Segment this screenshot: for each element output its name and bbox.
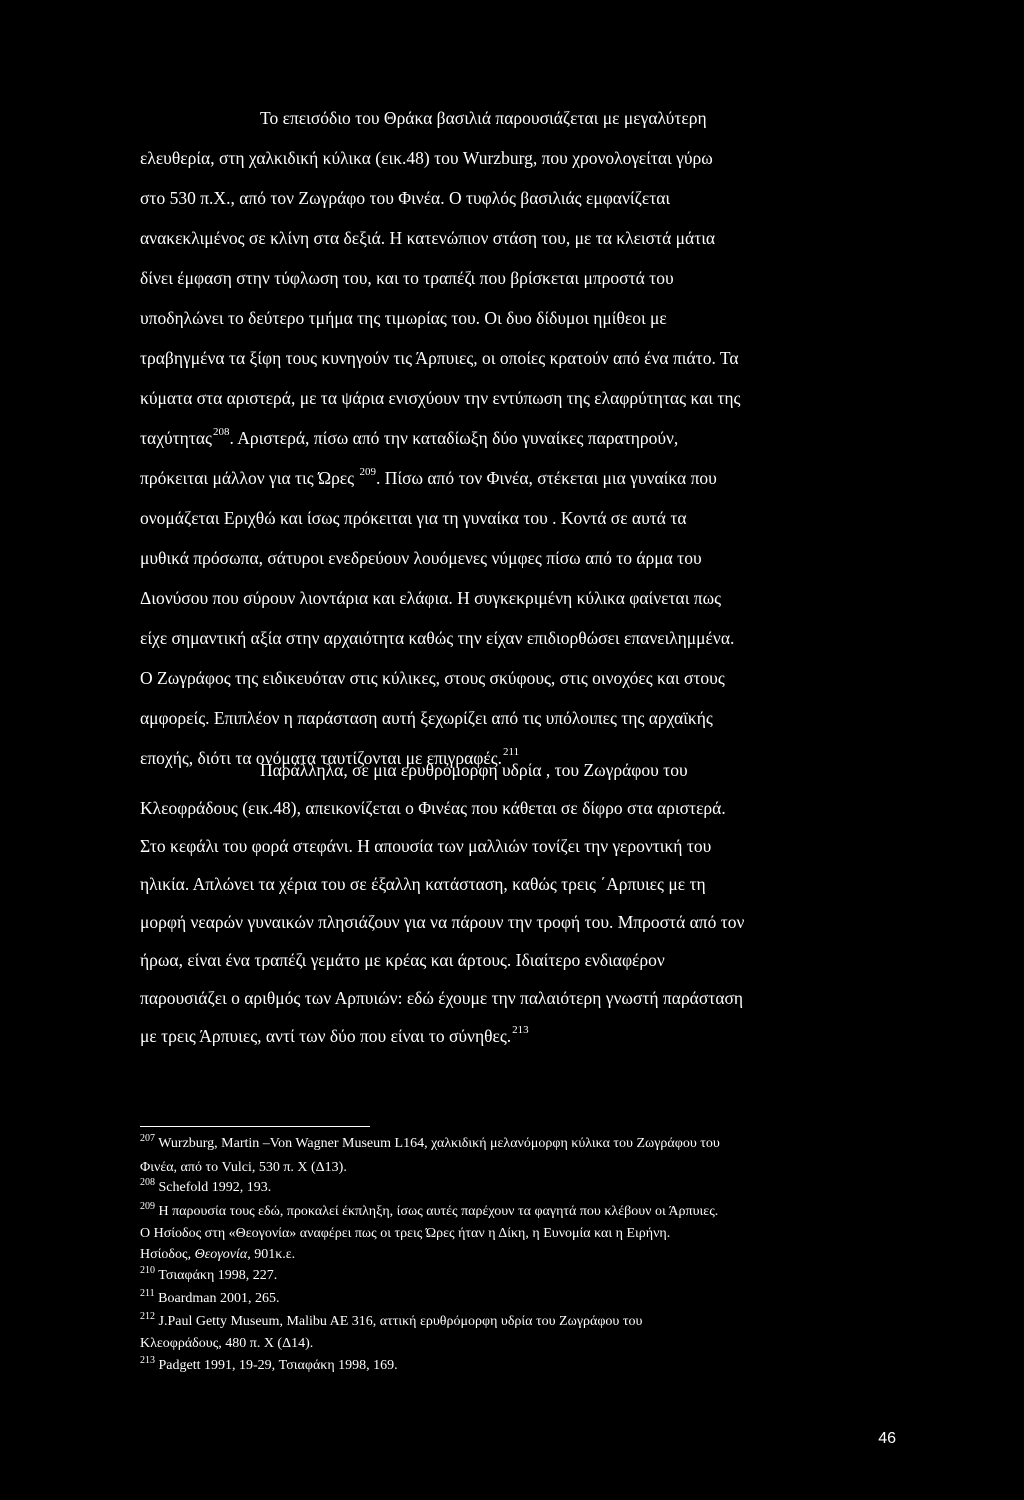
- footnote-text: J.Paul Getty Museum, Malibu AE 316, αττική ερυθρόμορφη υδρία του Ζωγράφου του: [155, 1314, 643, 1329]
- text-span: πρόκειται μάλλον για τις Ώρες: [140, 468, 359, 488]
- footnote-number: 212: [140, 1311, 155, 1322]
- text-line: [140, 428, 678, 449]
- text-line: [140, 468, 717, 489]
- text-line: υποδηλώνει το δεύτερο τμήμα της τιμωρίας του. Οι δυο δίδυμοι ημίθεοι με: [140, 308, 667, 328]
- text-line: αμφορείς. Επιπλέον η παράσταση αυτή ξεχωρίζει από τις υπόλοιπες της αρχαϊκής: [140, 708, 713, 728]
- footnote-text: Η παρουσία τους εδώ, προκαλεί έκπληξη, ίσως αυτές παρέχουν τα φαγητά που κλέβουν οι Άρπυιες.: [155, 1204, 719, 1219]
- footnote-number: 209: [140, 1201, 155, 1212]
- text-span: εποχής, διότι τα ονόματα ταυτίζονται με επιγραφές.: [140, 748, 503, 768]
- footnote-212-cont: Κλεοφράδους, 480 π. Χ (Δ14).: [140, 1336, 314, 1351]
- text-line: μυθικά πρόσωπα, σάτυροι ενεδρεύουν λουόμενες νύμφες πίσω από το άρμα του: [140, 548, 702, 568]
- footnote-211: [140, 1288, 280, 1307]
- footnote-number: 211: [140, 1288, 155, 1299]
- text-line: ηλικία. Απλώνει τα χέρια του σε έξαλλη κατάσταση, καθώς τρεις ΄Αρπυιες με τη: [140, 874, 706, 894]
- footnote-209-cont: [140, 1247, 295, 1263]
- text-line: [140, 1026, 529, 1047]
- footnote-number: 210: [140, 1265, 155, 1276]
- footnote-text: Boardman 2001, 265.: [154, 1291, 280, 1306]
- text-line: Στο κεφάλι του φορά στεφάνι. Η απουσία των μαλλιών τονίζει την γεροντική του: [140, 836, 712, 856]
- text-span: . Αριστερά, πίσω από την καταδίωξη δύο γυναίκες παρατηρούν,: [229, 428, 679, 448]
- footnote-ref: 209: [359, 466, 376, 478]
- text-line: Διονύσου που σύρουν λιοντάρια και ελάφια. Η συγκεκριμένη κύλικα φαίνεται πως: [140, 588, 722, 608]
- text-line: είχε σημαντική αξία στην αρχαιότητα καθώς την είχαν επιδιορθώσει επανειλημμένα.: [140, 628, 735, 648]
- text-line: Κλεοφράδους (εικ.48), απεικονίζεται ο Φινέας που κάθεται σε δίφρο στα αριστερά.: [140, 798, 726, 818]
- text-line: Ο Ζωγράφος της ειδικευόταν στις κύλικες, στους σκύφους, στις οινοχόες και στους: [140, 668, 725, 688]
- footnote-text: Schefold 1992, 193.: [155, 1180, 272, 1195]
- page-number: 46: [878, 1430, 896, 1447]
- footnote-text: , 901κ.ε.: [247, 1247, 296, 1262]
- text-line: στο 530 π.Χ., από τον Ζωγράφο του Φινέα. Ο τυφλός βασιλιάς εμφανίζεται: [140, 188, 671, 208]
- text-line: Παράλληλα, σε μια ερυθρόμορφη υδρία , του Ζωγράφου του: [260, 760, 688, 780]
- footnote-separator: [140, 1126, 370, 1127]
- footnote-ref: 211: [503, 746, 520, 758]
- footnote-text: Padgett 1991, 19-29, Τσιαφάκη 1998, 169.: [155, 1358, 398, 1373]
- text-line: ήρωα, είναι ένα τραπέζι γεμάτο με κρέας και άρτους. Ιδιαίτερο ενδιαφέρον: [140, 950, 665, 970]
- footnote-210: [140, 1265, 278, 1284]
- footnote-213: [140, 1355, 398, 1374]
- text-span: ταχύτητας: [140, 428, 212, 448]
- footnote-209: [140, 1201, 719, 1220]
- text-span: με τρεις Άρπυιες, αντί των δύο που είναι το σύνηθες.: [140, 1026, 512, 1046]
- footnote-text: Ησίοδος,: [140, 1247, 195, 1262]
- text-line: ελευθερία, στη χαλκιδική κύλικα (εικ.48) του Wurzburg, που χρονολογείται γύρω: [140, 148, 713, 168]
- text-line: παρουσιάζει ο αριθμός των Αρπυιών: εδώ έχουμε την παλαιότερη γνωστή παράσταση: [140, 988, 744, 1008]
- text-span: . Πίσω από τον Φινέα, στέκεται μια γυναίκα που: [375, 468, 717, 488]
- footnote-number: 207: [140, 1133, 155, 1144]
- text-line: τραβηγμένα τα ξίφη τους κυνηγούν τις Άρπυιες, οι οποίες κρατούν από ένα πιάτο. Τα: [140, 348, 739, 368]
- text-line: Το επεισόδιο του Θράκα βασιλιά παρουσιάζεται με μεγαλύτερη: [260, 108, 707, 128]
- footnote-text: Wurzburg, Martin –Von Wagner Museum L164, χαλκιδική μελανόμορφη κύλικα του Ζωγράφου του: [155, 1136, 720, 1151]
- footnote-208: [140, 1177, 272, 1196]
- footnote-ref: 208: [212, 426, 230, 438]
- footnote-212: [140, 1311, 643, 1330]
- text-line: κύματα στα αριστερά, με τα ψάρια ενισχύουν την εντύπωση της ελαφρύτητας και της: [140, 388, 741, 408]
- footnote-209-cont: Ο Ησίοδος στη «Θεογονία» αναφέρει πως οι τρεις Ώρες ήταν η Δίκη, η Ευνομία και η Ειρήνη.: [140, 1226, 671, 1241]
- footnote-207-cont: Φινέα, από το Vulci, 530 π. Χ (Δ13).: [140, 1160, 347, 1175]
- footnote-text: Τσιαφάκη 1998, 227.: [155, 1268, 278, 1283]
- footnote-207: [140, 1133, 720, 1152]
- text-line: μορφή νεαρών γυναικών πλησιάζουν για να πάρουν την τροφή του. Μπροστά από τον: [140, 912, 745, 932]
- text-line: δίνει έμφαση στην τύφλωση του, και το τραπέζι που βρίσκεται μπροστά του: [140, 268, 674, 288]
- footnote-ref: 213: [512, 1024, 529, 1036]
- text-line: ανακεκλιμένος σε κλίνη στα δεξιά. Η κατενώπιον στάση του, με τα κλειστά μάτια: [140, 228, 716, 248]
- footnote-title: Θεογονία: [194, 1247, 248, 1262]
- footnote-number: 208: [140, 1177, 155, 1188]
- text-line: ονομάζεται Εριχθώ και ίσως πρόκειται για τη γυναίκα του . Κοντά σε αυτά τα: [140, 508, 687, 528]
- footnote-number: 213: [140, 1355, 155, 1366]
